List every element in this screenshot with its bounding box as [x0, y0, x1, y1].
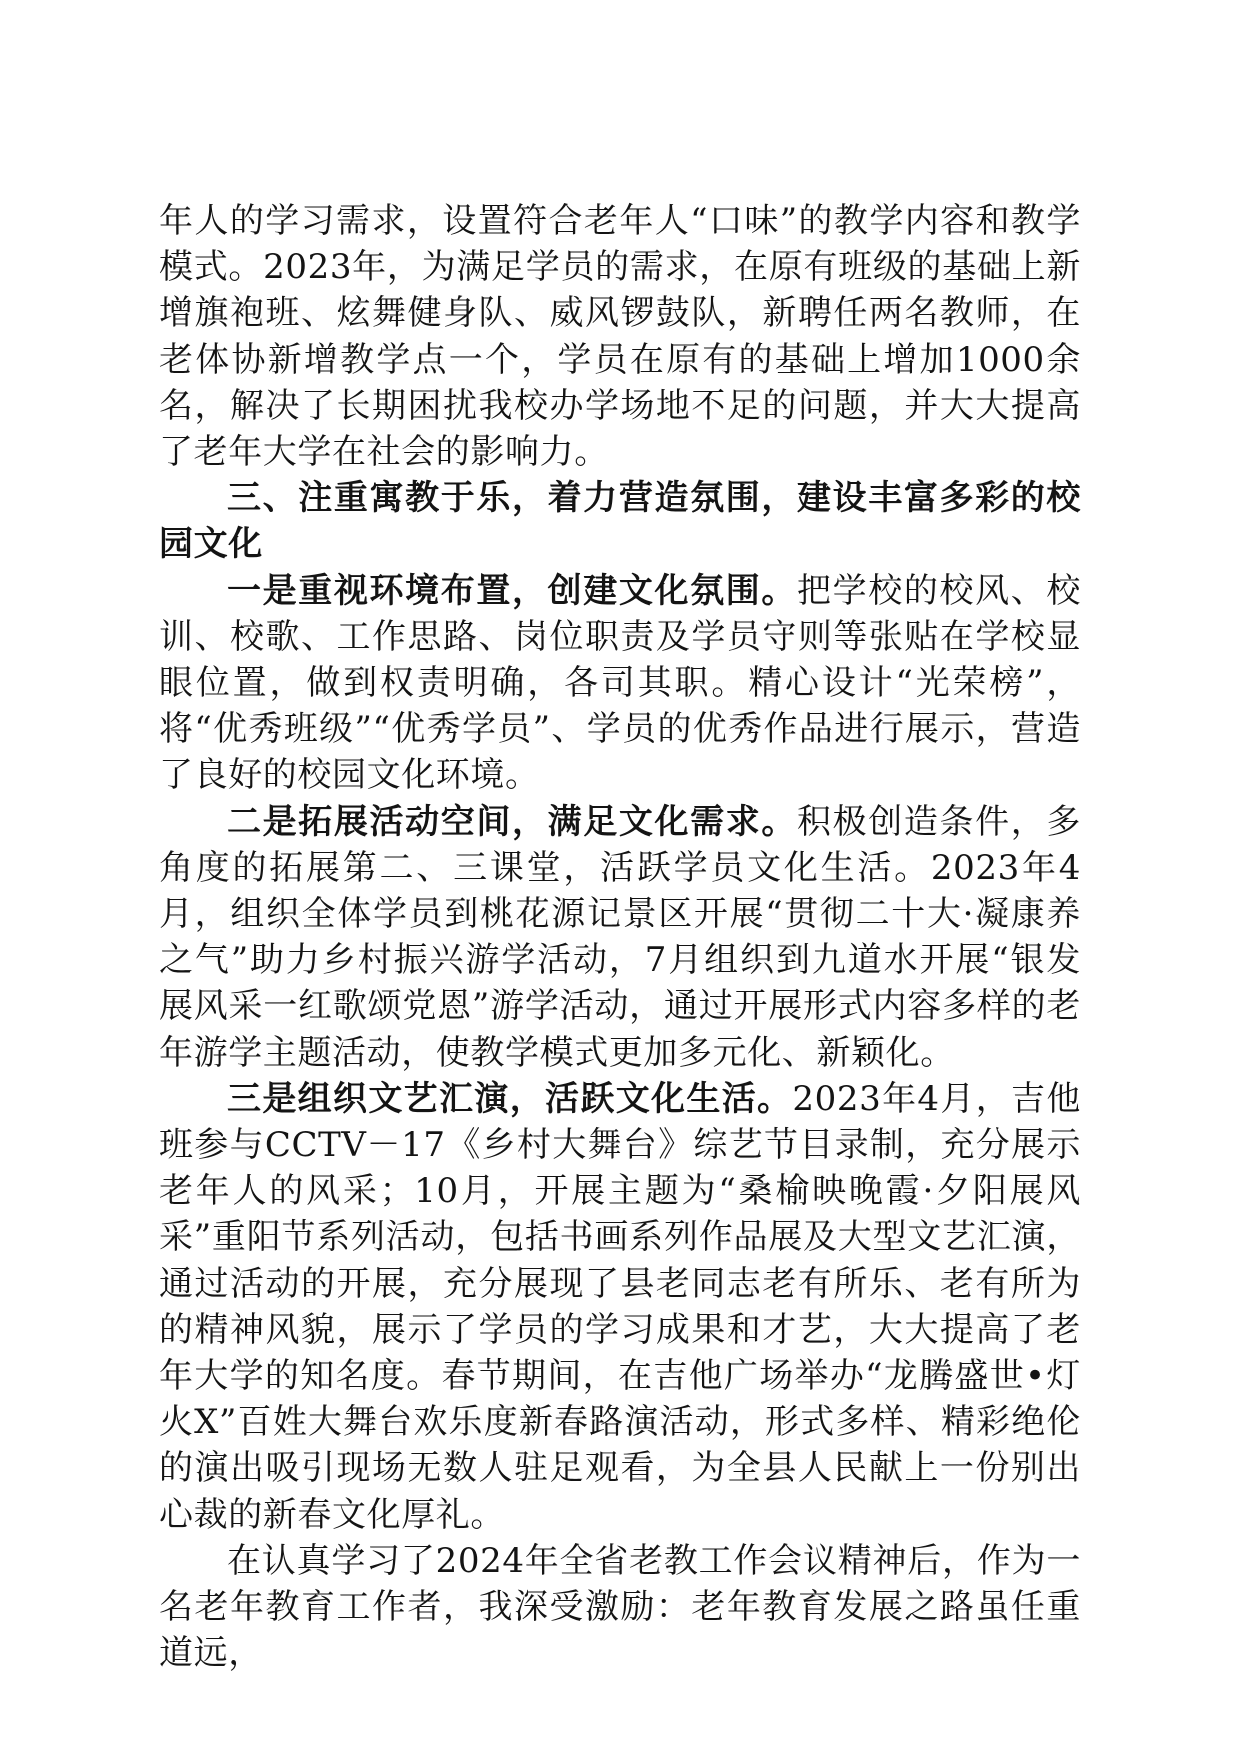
- document-body: [159, 198, 1081, 1677]
- paragraph-text: 2023年4月，吉他班参与CCTV－17《乡村大舞台》综艺节目录制，充分展示老年人的风采；10月，开展主题为“桑榆映晚霞·夕阳展风采”重阳节系列活动，包括书画系列作品展及大型文艺汇演，通过活动的开展，充分展现了县老同志老有所乐、老有所为的精神风貌，展示了学员的学习成果和才艺，大大提高了老年大学的知名度。春节期间，在吉他广场举办“龙腾盛世•灯火X”百姓大舞台欢乐度新春路演活动，形式多样、精彩绝伦的演出吸引现场无数人驻足观看，为全县人民献上一份别出心裁的新春文化厚礼。: [159, 1078, 1081, 1535]
- paragraph-text: 在认真学习了2024年全省老教工作会议精神后，作为一名老年教育工作者，我深受激励：老年教育发展之路虽任重道远，: [159, 1540, 1081, 1674]
- paragraph-reflection: [159, 1538, 1081, 1677]
- paragraph-lead: 二是拓展活动空间，满足文化需求。: [227, 801, 798, 842]
- paragraph-activities: [159, 799, 1081, 1076]
- paragraph-lead: 三是组织文艺汇演，活跃文化生活。: [227, 1078, 793, 1119]
- paragraph-lead: 一是重视环境布置，创建文化氛围。: [227, 570, 798, 611]
- paragraph-text: 积极创造条件，多角度的拓展第二、三课堂，活跃学员文化生活。2023年4月，组织全体学员到桃花源记景区开展“贯彻二十大·凝康养之气”助力乡村振兴游学活动，7月组织到九道水开展“银发展风采一红歌颂党恩”游学活动，通过开展形式内容多样的老年游学主题活动，使教学模式更加多元化、新颖化。: [159, 801, 1081, 1073]
- section-heading: [159, 475, 1081, 567]
- paragraph-text: 把学校的校风、校训、校歌、工作思路、岗位职责及学员守则等张贴在学校显眼位置，做到权责明确，各司其职。精心设计“光荣榜”，将“优秀班级”“优秀学员”、学员的优秀作品进行展示，营造了良好的校园文化环境。: [159, 570, 1081, 796]
- paragraph-continuation: [159, 198, 1081, 475]
- paragraph-text: 年人的学习需求，设置符合老年人“口味”的教学内容和教学模式。2023年，为满足学员的需求，在原有班级的基础上新增旗袍班、炫舞健身队、威风锣鼓队，新聘任两名教师，在老体协新增教学点一个，学员在原有的基础上增加1000余名，解决了长期困扰我校办学场地不足的问题，并大大提高了老年大学在社会的影响力。: [159, 201, 1081, 473]
- paragraph-environment: [159, 568, 1081, 799]
- paragraph-performances: [159, 1076, 1081, 1538]
- section-heading-text: 三、注重寓教于乐，着力营造氛围，建设丰富多彩的校园文化: [159, 478, 1081, 565]
